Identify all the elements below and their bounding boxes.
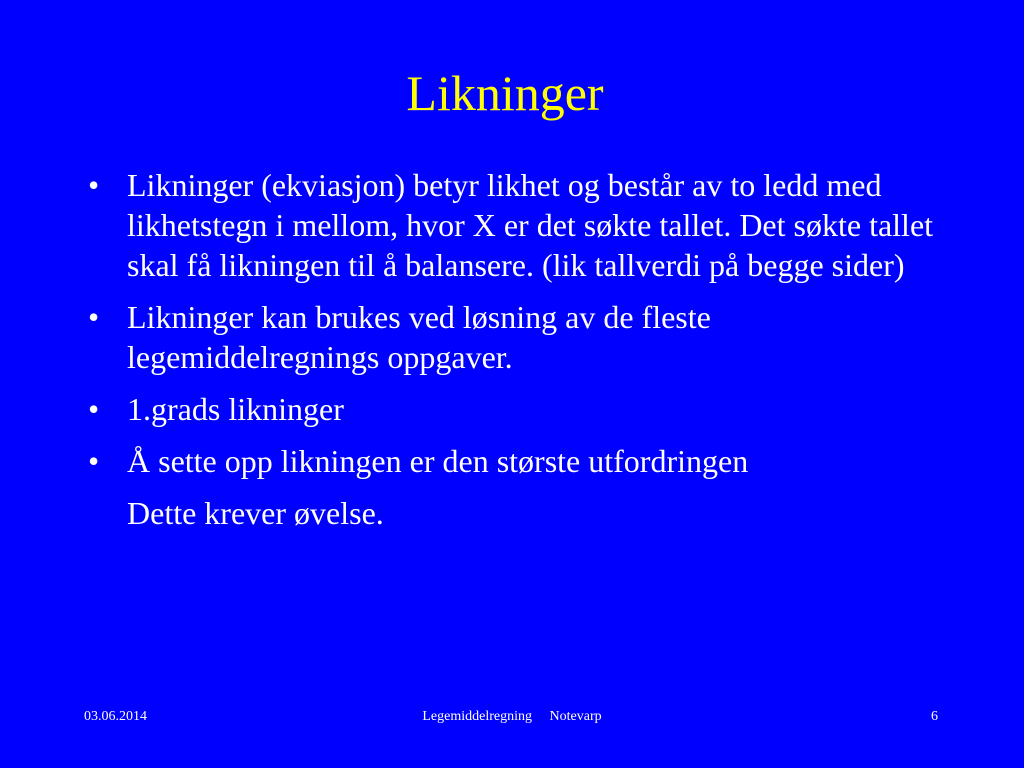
bullet-text: Likninger (ekviasjon) betyr likhet og består av to ledd med likhetstegn i mellom, hvor X er det søkte tallet. Det søkte tallet skal få likningen til å balansere. (lik tallverdi på begge sider) (127, 167, 934, 283)
bullet-icon: • (88, 391, 100, 427)
bullet-icon: • (88, 443, 100, 479)
bullet-item (82, 297, 962, 377)
bullet-text: Å sette opp likningen er den største utfordringen (127, 443, 749, 479)
continuation-text: Dette krever øvelse. (127, 495, 384, 531)
bullet-item (82, 389, 962, 429)
footer-course: Legemiddelregning (422, 709, 533, 724)
slide-body (82, 165, 962, 533)
bullet-text: Likninger kan brukes ved løsning av de fleste legemiddelregnings oppgaver. (127, 299, 711, 375)
footer-author: Notevarp (549, 709, 602, 724)
bullet-item (82, 441, 962, 481)
bullet-item (82, 165, 962, 285)
page-number: 6 (931, 709, 938, 724)
bullet-icon: • (88, 167, 100, 203)
footer-date: 03.06.2014 (84, 709, 147, 724)
footer-center (0, 708, 1024, 726)
bullet-icon: • (88, 299, 100, 335)
bullet-text: 1.grads likninger (127, 391, 344, 427)
slide-title: Likninger (406, 65, 604, 121)
